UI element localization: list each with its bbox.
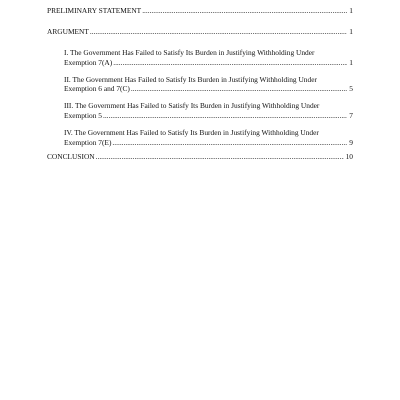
toc-entry-argument[interactable] bbox=[47, 27, 353, 37]
toc-entry-section-1[interactable] bbox=[47, 48, 353, 67]
toc-entry-preliminary-statement[interactable] bbox=[47, 6, 353, 16]
toc-entry-section-3[interactable] bbox=[47, 101, 353, 120]
table-of-contents bbox=[47, 6, 353, 161]
toc-entry-section-4[interactable] bbox=[47, 128, 353, 147]
dot-leader bbox=[96, 152, 344, 162]
dot-leader bbox=[103, 111, 347, 121]
toc-entry-conclusion[interactable] bbox=[47, 152, 353, 162]
toc-page-number: 9 bbox=[349, 137, 353, 147]
dot-leader bbox=[90, 27, 347, 37]
toc-page-number: 1 bbox=[349, 57, 353, 67]
dot-leader bbox=[113, 58, 347, 68]
toc-entry-section-2[interactable] bbox=[47, 75, 353, 94]
toc-entry-heading: I. The Government Has Failed to Satisfy Its Burden in Justifying Withholding Under bbox=[64, 48, 315, 58]
toc-entry-heading-continued: Exemption 7(E) bbox=[64, 137, 112, 147]
toc-entry-heading-continued: Exemption 6 and 7(C) bbox=[64, 84, 130, 94]
toc-entry-label: CONCLUSION bbox=[47, 151, 95, 161]
toc-entry-heading: II. The Government Has Failed to Satisfy Its Burden in Justifying Withholding Under bbox=[64, 74, 317, 84]
dot-leader bbox=[112, 138, 347, 148]
toc-page-number: 10 bbox=[345, 151, 353, 161]
toc-entry-heading: IV. The Government Has Failed to Satisfy Its Burden in Justifying Withholding Under bbox=[64, 127, 319, 137]
toc-entry-label: ARGUMENT bbox=[47, 27, 89, 37]
toc-entry-heading-continued: Exemption 5 bbox=[64, 110, 102, 120]
toc-entry-heading: III. The Government Has Failed to Satisfy Its Burden in Justifying Withholding Under bbox=[64, 101, 320, 111]
toc-entry-label: PRELIMINARY STATEMENT bbox=[47, 6, 142, 15]
dot-leader bbox=[131, 84, 347, 94]
toc-page-number: 1 bbox=[349, 27, 353, 37]
toc-page-number: 1 bbox=[349, 6, 353, 15]
toc-page-number: 7 bbox=[349, 110, 353, 120]
toc-page-number: 5 bbox=[349, 84, 353, 94]
toc-entry-heading-continued: Exemption 7(A) bbox=[64, 57, 113, 67]
dot-leader bbox=[142, 6, 347, 16]
